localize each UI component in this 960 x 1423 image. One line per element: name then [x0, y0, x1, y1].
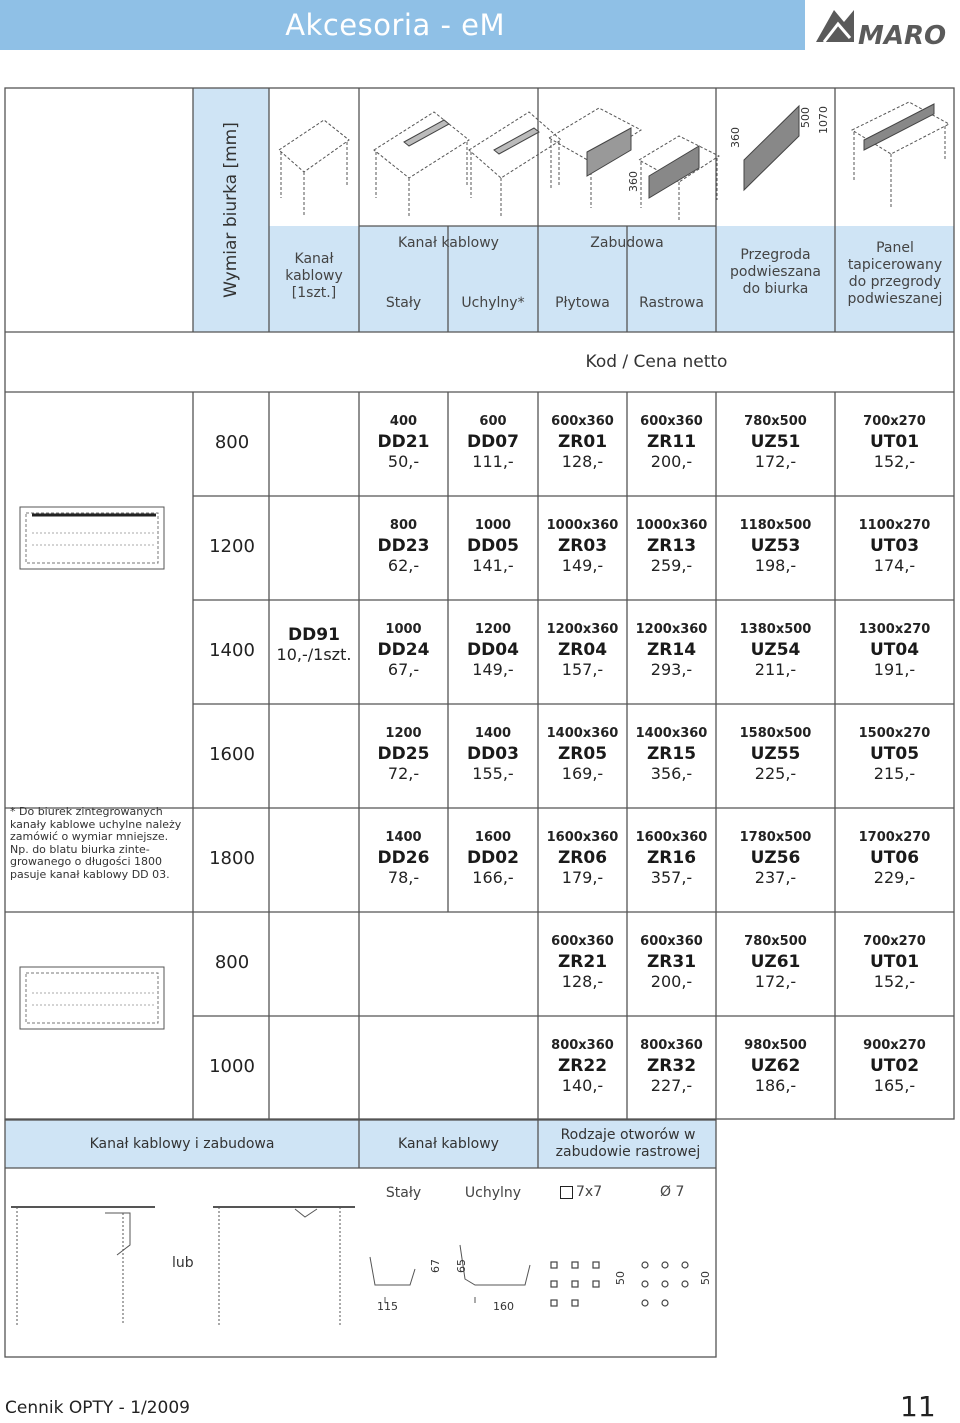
product-code: UT06	[869, 848, 920, 868]
header-zabudowa-group: Zabudowa	[590, 234, 664, 251]
product-price: 140,-	[561, 1076, 604, 1095]
header-panel: Panel tapicerowany do przegrody podwieszanej	[847, 240, 943, 307]
product-dim: 1500x270	[858, 726, 931, 741]
product-dim: 600x360	[640, 934, 703, 949]
product-price: 128,-	[561, 452, 604, 471]
row-size: 1600	[209, 744, 255, 765]
product-code: ZR22	[557, 1056, 608, 1076]
product-code: DD26	[377, 848, 430, 868]
desk-illustrations	[269, 90, 954, 224]
product-dim: 700x270	[863, 934, 926, 949]
dim-50-b: 50	[699, 1271, 712, 1285]
product-cell	[835, 1036, 954, 1096]
product-dim: 1380x500	[739, 622, 812, 637]
product-dim: 1200	[385, 726, 422, 741]
product-dim: 600x360	[551, 934, 614, 949]
product-price: 186,-	[754, 1076, 797, 1095]
product-dim: 1200x360	[635, 622, 708, 637]
product-code: UZ54	[750, 640, 801, 660]
bottom-staly: Stały	[385, 1184, 422, 1201]
product-price: 357,-	[650, 868, 693, 887]
product-price: 152,-	[873, 452, 916, 471]
product-price: 78,-	[387, 868, 420, 887]
product-cell	[538, 412, 627, 472]
product-code: DD23	[377, 536, 430, 556]
header-plytowa: Płytowa	[555, 294, 610, 311]
product-cell	[627, 516, 716, 576]
product-cell	[448, 724, 538, 784]
header-kanal-szt: Kanał kablowy [1szt.]	[285, 250, 343, 301]
product-code: UZ55	[750, 744, 801, 764]
bottom-header-otwory: Rodzaje otworów w zabudowie rastrowej	[555, 1127, 701, 1160]
product-price: 155,-	[472, 764, 514, 783]
header-kanal-group: Kanał kablowy	[398, 234, 499, 251]
product-price: 179,-	[561, 868, 604, 887]
row-size: 1800	[209, 848, 255, 869]
product-code: UT01	[869, 432, 920, 452]
product-dim: 600	[479, 414, 507, 429]
page-number: 11	[900, 1390, 936, 1423]
product-code: DD05	[467, 536, 519, 556]
product-price: 259,-	[650, 556, 693, 575]
round-hole: Ø 7	[660, 1184, 685, 1200]
product-price: 174,-	[873, 556, 916, 575]
product-cell	[448, 828, 538, 888]
product-code: ZR21	[557, 952, 608, 972]
product-dim: 900x270	[863, 1038, 926, 1053]
product-dim: 400	[389, 414, 418, 429]
product-cell	[538, 828, 627, 888]
product-cell	[716, 516, 835, 576]
product-cell	[538, 620, 627, 680]
dim-67: 67	[429, 1259, 442, 1273]
kod-cena-label: Kod / Cena netto	[585, 352, 728, 372]
product-code: DD04	[467, 640, 519, 660]
header-staly: Stały	[385, 294, 422, 311]
product-dim: 780x500	[744, 934, 807, 949]
product-code: DD25	[377, 744, 430, 764]
product-price: 229,-	[873, 868, 916, 887]
product-price: 200,-	[650, 972, 693, 991]
product-dim: 1200x360	[546, 622, 619, 637]
product-cell	[835, 828, 954, 888]
desk-top-view-1	[18, 505, 168, 573]
product-cell	[627, 1036, 716, 1096]
dim-115: 115	[377, 1300, 398, 1313]
product-code: ZR03	[557, 536, 608, 556]
product-cell	[627, 724, 716, 784]
product-dim: 1180x500	[739, 518, 812, 533]
diag-dim-1070: 1070	[817, 106, 830, 134]
product-price: 200,-	[650, 452, 693, 471]
product-cell	[448, 412, 538, 472]
product-cell	[716, 828, 835, 888]
product-code: UT01	[869, 952, 920, 972]
product-cell	[716, 932, 835, 992]
product-cell	[359, 412, 448, 472]
product-dim: 1100x270	[858, 518, 931, 533]
product-price: 356,-	[650, 764, 693, 783]
page-title: Akcesoria - eM	[285, 8, 505, 42]
product-cell	[359, 620, 448, 680]
row-size: 800	[214, 952, 250, 973]
product-dim: 1400x360	[546, 726, 619, 741]
product-code: UZ56	[750, 848, 801, 868]
row-size: 1400	[209, 640, 255, 661]
product-cell	[627, 828, 716, 888]
product-price: 191,-	[873, 660, 916, 679]
product-price: 67,-	[387, 660, 420, 679]
product-dim: 1580x500	[739, 726, 812, 741]
product-price: 225,-	[754, 764, 797, 783]
product-dim: 1000	[474, 518, 512, 533]
diag-dim-500: 500	[799, 107, 812, 128]
product-code: ZR31	[646, 952, 697, 972]
product-cell	[716, 1036, 835, 1096]
product-cell	[627, 620, 716, 680]
product-price: 293,-	[650, 660, 693, 679]
bottom-header-kanal-zabudowa: Kanał kablowy i zabudowa	[89, 1135, 275, 1152]
product-price: 172,-	[754, 452, 797, 471]
row-size: 800	[214, 432, 250, 453]
product-dim: 1300x270	[858, 622, 931, 637]
product-code: ZR06	[557, 848, 608, 868]
product-code: UT04	[869, 640, 920, 660]
product-dim: 1400	[385, 830, 422, 845]
diag-dim-360-a: 360	[627, 171, 640, 192]
product-dim: 800x360	[640, 1038, 703, 1053]
product-code: ZR15	[646, 744, 697, 764]
header-uchylny: Uchylny*	[461, 294, 525, 311]
bottom-header-kanal: Kanał kablowy	[398, 1135, 499, 1152]
product-cell	[538, 932, 627, 992]
product-dim: 600x360	[640, 414, 703, 429]
product-code: ZR32	[646, 1056, 697, 1076]
product-code: UZ61	[750, 952, 801, 972]
product-code: DD02	[467, 848, 519, 868]
product-cell	[538, 724, 627, 784]
product-cell	[716, 724, 835, 784]
product-cell	[359, 724, 448, 784]
product-dim: 800x360	[551, 1038, 614, 1053]
product-price: 166,-	[472, 868, 514, 887]
product-dim: 1400x360	[635, 726, 708, 741]
product-cell	[538, 1036, 627, 1096]
product-price: 198,-	[754, 556, 797, 575]
product-cell	[835, 724, 954, 784]
product-code: ZR16	[646, 848, 697, 868]
product-dim: 1000	[385, 622, 422, 637]
product-cell	[448, 620, 538, 680]
product-code: DD07	[467, 432, 519, 452]
product-price: 172,-	[754, 972, 797, 991]
product-price: 149,-	[561, 556, 604, 575]
product-dim: 1700x270	[858, 830, 931, 845]
product-price: 165,-	[873, 1076, 916, 1095]
dd91-cell	[269, 625, 359, 664]
product-dim: 800	[389, 518, 418, 533]
product-cell	[448, 516, 538, 576]
product-cell	[835, 620, 954, 680]
product-price: 62,-	[387, 556, 420, 575]
lub-label: lub	[172, 1255, 194, 1271]
product-dim: 780x500	[744, 414, 807, 429]
product-code: ZR05	[557, 744, 608, 764]
product-price: 152,-	[873, 972, 916, 991]
product-code: UZ53	[750, 536, 801, 556]
product-price: 237,-	[754, 868, 797, 887]
product-dim: 1200	[474, 622, 512, 637]
product-price: 50,-	[387, 452, 420, 471]
dd91-price: 10,-/1szt.	[276, 645, 352, 664]
product-code: DD21	[377, 432, 430, 452]
bottom-uchylny: Uchylny	[464, 1184, 522, 1201]
product-dim: 600x360	[551, 414, 614, 429]
product-cell	[627, 932, 716, 992]
axis-label: Wymiar biurka [mm]	[221, 122, 241, 298]
bottom-illustrations	[5, 1195, 716, 1335]
product-cell	[627, 412, 716, 472]
product-dim: 1000x360	[546, 518, 619, 533]
header-przegroda: Przegroda podwieszana do biurka	[730, 246, 821, 297]
row-size: 1200	[209, 536, 255, 557]
product-price: 111,-	[472, 452, 514, 471]
product-dim: 1400	[474, 726, 512, 741]
product-dim: 1000x360	[635, 518, 708, 533]
dim-160: 160	[493, 1300, 514, 1313]
product-cell	[359, 516, 448, 576]
dim-50-a: 50	[614, 1271, 627, 1285]
product-cell	[835, 516, 954, 576]
footnote: * Do biurek zintegrowanych kanały kablowe uchylne należy zamówić o wymiar mniejsze. Np. do blatu biurka zinte-growanego o długości 1800 pasuje kanał kablowy DD 03.	[10, 805, 182, 881]
product-price: 211,-	[754, 660, 797, 679]
product-price: 215,-	[873, 764, 916, 783]
product-code: UT05	[869, 744, 920, 764]
product-code: UZ62	[750, 1056, 801, 1076]
product-code: ZR11	[646, 432, 697, 452]
product-code: ZR13	[646, 536, 697, 556]
product-cell	[538, 516, 627, 576]
product-price: 72,-	[387, 764, 420, 783]
product-price: 227,-	[650, 1076, 693, 1095]
product-code: UT03	[869, 536, 920, 556]
product-code: UZ51	[750, 432, 801, 452]
product-cell	[716, 620, 835, 680]
product-cell	[835, 412, 954, 472]
product-dim: 1600	[474, 830, 512, 845]
square-hole: 7x7	[560, 1184, 602, 1201]
product-price: 169,-	[561, 764, 604, 783]
product-price: 157,-	[561, 660, 604, 679]
product-code: UT02	[869, 1056, 920, 1076]
product-dim: 1600x360	[546, 830, 619, 845]
row-size: 1000	[209, 1056, 255, 1077]
desk-top-view-2	[18, 965, 168, 1033]
product-cell	[835, 932, 954, 992]
product-cell	[359, 828, 448, 888]
product-dim: 980x500	[744, 1038, 807, 1053]
diag-dim-360-b: 360	[729, 127, 742, 148]
product-code: ZR14	[646, 640, 697, 660]
header-rastrowa: Rastrowa	[639, 294, 704, 311]
product-cell	[716, 412, 835, 472]
product-dim: 1780x500	[739, 830, 812, 845]
product-dim: 700x270	[863, 414, 926, 429]
product-code: DD24	[377, 640, 430, 660]
dim-65: 65	[455, 1259, 468, 1273]
product-code: ZR04	[557, 640, 608, 660]
dd91-code: DD91	[288, 625, 340, 645]
product-dim: 1600x360	[635, 830, 708, 845]
svg-text:MARO: MARO	[858, 21, 947, 50]
product-price: 141,-	[472, 556, 514, 575]
product-price: 149,-	[472, 660, 514, 679]
footer-catalog: Cennik OPTY - 1/2009	[5, 1398, 190, 1418]
product-code: ZR01	[557, 432, 608, 452]
product-code: DD03	[467, 744, 519, 764]
product-price: 128,-	[561, 972, 604, 991]
